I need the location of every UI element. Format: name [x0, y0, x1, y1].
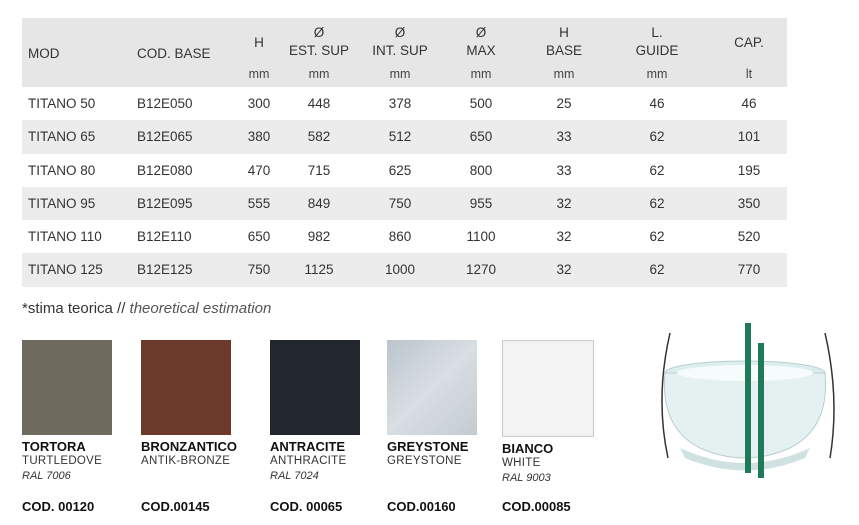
color-name: GREYSTONE [387, 439, 469, 454]
color-code: COD. 00065 [270, 499, 343, 514]
table-cell: B12E080 [137, 162, 193, 178]
color-ral: RAL 7024 [270, 470, 319, 482]
estimation-note [22, 300, 271, 317]
table-cell: 62 [649, 229, 665, 245]
table-cell: 500 [469, 96, 493, 111]
table-cell: 955 [469, 195, 493, 211]
table-cell: 448 [307, 96, 331, 111]
table-row [22, 253, 787, 286]
table-row [22, 120, 787, 153]
header-est-sup: Ø EST. SUP [288, 25, 350, 58]
note-italian: *stima teorica // [22, 300, 126, 317]
table-cell: 33 [556, 129, 572, 145]
header-l-guide: L. GUIDE [635, 25, 679, 58]
color-name-en: ANTIK-BRONZE [141, 455, 231, 467]
table-cell: B12E050 [137, 96, 193, 111]
table-cell: 101 [737, 129, 761, 145]
table-cell: 470 [247, 162, 271, 178]
color-name: ANTRACITE [270, 439, 346, 454]
header-max: Ø MAX [466, 25, 496, 58]
table-cell: 62 [649, 162, 665, 178]
color-swatch [270, 340, 360, 435]
table-cell: TITANO 80 [28, 162, 96, 178]
color-name-en: GREYSTONE [387, 455, 462, 467]
table-cell: B12E095 [137, 195, 193, 211]
table-cell: 625 [388, 162, 412, 178]
table-cell: 520 [737, 229, 761, 245]
unit-int-sup: mm [389, 67, 411, 81]
table-cell: 750 [247, 262, 271, 278]
table-cell: 582 [307, 129, 331, 145]
header-h-base: H BASE [545, 25, 583, 58]
color-name-en: ANTHRACITE [270, 455, 347, 467]
table-cell: B12E065 [137, 129, 193, 145]
dimensions-table [22, 18, 787, 287]
table-cell: 46 [649, 96, 665, 111]
unit-est-sup: mm [308, 67, 330, 81]
header-cap: CAP. [734, 35, 764, 50]
table-cell: 62 [649, 129, 665, 145]
color-swatch [502, 340, 594, 437]
table-cell: 1100 [466, 229, 496, 245]
table-cell: 555 [247, 195, 271, 211]
table-body [22, 87, 787, 287]
color-code: COD.00085 [502, 499, 571, 514]
table-cell: TITANO 110 [28, 229, 102, 245]
color-swatch [141, 340, 231, 435]
table-cell: 378 [388, 96, 412, 111]
color-name: BRONZANTICO [141, 439, 238, 454]
table-cell: 1270 [465, 262, 497, 278]
color-code: COD. 00120 [22, 499, 95, 514]
table-cell: 32 [556, 195, 572, 211]
table-cell: 849 [307, 195, 331, 211]
table-cell: 62 [649, 262, 665, 278]
color-swatch-block [270, 340, 405, 484]
table-cell: B12E125 [137, 262, 193, 278]
table-cell: 1125 [304, 262, 334, 278]
unit-l-guide: mm [646, 67, 668, 81]
table-cell: 62 [649, 195, 665, 211]
table-cell: 650 [469, 129, 493, 145]
color-name: TORTORA [22, 439, 86, 454]
unit-max: mm [470, 67, 492, 81]
table-cell: 1000 [384, 262, 416, 278]
table-cell: TITANO 125 [28, 262, 103, 278]
table-cell: B12E110 [137, 229, 192, 245]
color-code: COD.00160 [387, 499, 456, 514]
table-cell: 25 [556, 96, 572, 111]
table-cell: 46 [741, 96, 757, 111]
table-cell: 650 [247, 229, 271, 245]
table-cell: 195 [737, 162, 761, 178]
unit-cap: lt [745, 67, 753, 81]
table-cell: 350 [737, 195, 761, 211]
color-name-en: WHITE [502, 457, 541, 469]
table-cell: 512 [388, 129, 412, 145]
color-swatch [22, 340, 112, 435]
unit-h: mm [248, 67, 270, 81]
table-header [22, 18, 787, 87]
table-row [22, 87, 787, 120]
header-int-sup: Ø INT. SUP [372, 25, 428, 58]
unit-h-base: mm [553, 67, 575, 81]
color-name: BIANCO [502, 441, 554, 456]
table-row [22, 220, 787, 253]
table-cell: 715 [307, 162, 331, 178]
color-swatch-block [22, 340, 157, 484]
color-code: COD.00145 [141, 499, 210, 514]
note-english: theoretical estimation [129, 300, 272, 317]
titano-pot-image [640, 318, 850, 488]
table-cell: 770 [737, 262, 761, 278]
color-swatch-block [502, 340, 637, 486]
table-cell: 300 [247, 96, 271, 111]
table-cell: 33 [556, 162, 572, 178]
header-cod-base: COD. BASE [137, 46, 211, 61]
color-swatch-block [141, 340, 276, 469]
table-cell: 380 [247, 129, 271, 145]
table-cell: 32 [556, 262, 572, 278]
table-row [22, 187, 787, 220]
color-name-en: TURTLEDOVE [22, 455, 103, 467]
table-cell: 32 [556, 229, 572, 245]
header-mod: MOD [28, 46, 60, 61]
table-cell: TITANO 50 [28, 96, 96, 111]
table-cell: 800 [469, 162, 493, 178]
color-ral: RAL 7006 [22, 470, 71, 482]
table-cell: TITANO 95 [28, 195, 96, 211]
table-row [22, 154, 787, 187]
table-cell: 982 [307, 229, 331, 245]
color-ral: RAL 9003 [502, 472, 551, 484]
table-cell: TITANO 65 [28, 129, 96, 145]
color-swatch [387, 340, 477, 435]
header-h: H [254, 35, 264, 50]
table-cell: 750 [388, 195, 412, 211]
table-cell: 860 [388, 229, 412, 245]
